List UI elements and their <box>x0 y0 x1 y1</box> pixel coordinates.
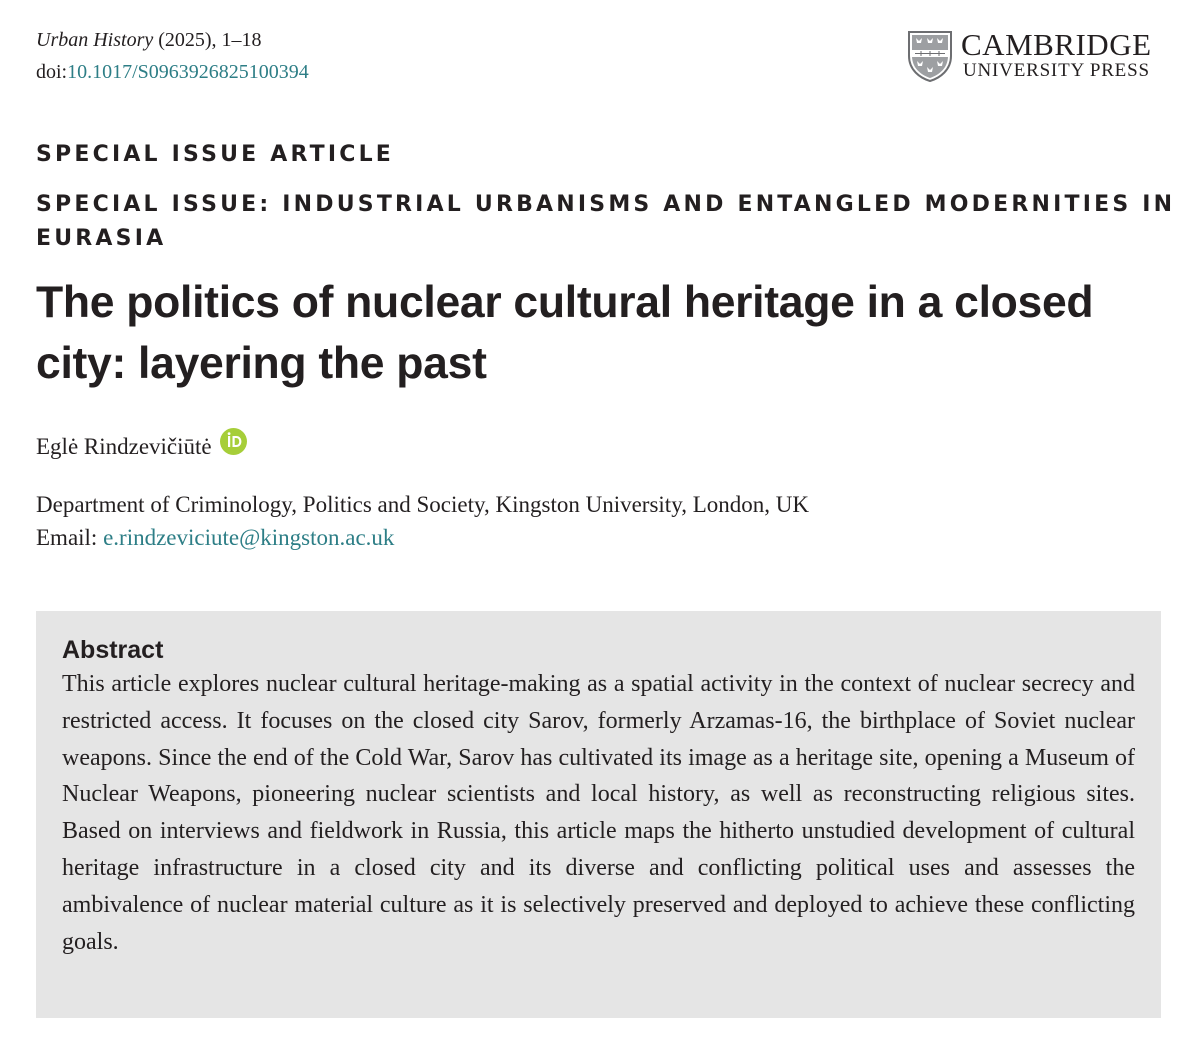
orcid-icon[interactable] <box>220 428 247 455</box>
publisher-subtitle: UNIVERSITY PRESS <box>963 60 1150 81</box>
publisher-logo[interactable] <box>907 27 1161 82</box>
journal-details: (2025), 1–18 <box>153 29 262 51</box>
email-link[interactable]: e.rindzeviciute@kingston.ac.uk <box>103 525 395 550</box>
abstract-text: This article explores nuclear cultural heritage-making as a spatial activity in the context of nuclear secrecy and restricted access. It focuses on the closed city Sarov, formerly Arzamas-16, the birthplace of Soviet nuclear weapons. Since the end of the Cold War, Sarov has cultivated its image as a heritage site, opening a Museum of Nuclear Weapons, pioneering nuclear scientists and local history, as well as reconstructing religious sites. Based on interviews and fieldwork in Russia, this article maps the hitherto unstudied development of cultural heritage infrastructure in a closed city and its diverse and conflicting political uses and assesses the ambivalence of nuclear material culture as it is selectively preserved and deployed to achieve these conflicting goals. <box>62 671 1135 955</box>
author-line <box>36 432 247 462</box>
email-label: Email: <box>36 525 104 550</box>
article-type: SPECIAL ISSUE ARTICLE <box>36 142 395 167</box>
abstract-box <box>36 611 1161 1018</box>
cambridge-shield-icon <box>907 30 953 82</box>
doi-link[interactable]: 10.1017/S0963926825100394 <box>67 61 309 83</box>
journal-citation <box>36 28 262 52</box>
special-issue-heading: SPECIAL ISSUE: INDUSTRIAL URBANISMS AND ENTANGLED MODERNITIES IN EURASIA <box>36 192 1176 251</box>
article-title: The politics of nuclear cultural heritage in a closed city: layering the past <box>36 278 1094 388</box>
doi-line <box>36 60 309 84</box>
email-line <box>36 522 394 554</box>
doi-label: doi: <box>36 61 68 83</box>
author-name: Eglė Rindzevičiūtė <box>36 434 212 459</box>
abstract-heading: Abstract <box>62 636 164 664</box>
author-affiliation: Department of Criminology, Politics and Society, Kingston University, London, UK <box>36 492 809 517</box>
journal-name: Urban History <box>36 29 154 51</box>
publisher-name: CAMBRIDGE <box>961 27 1152 62</box>
